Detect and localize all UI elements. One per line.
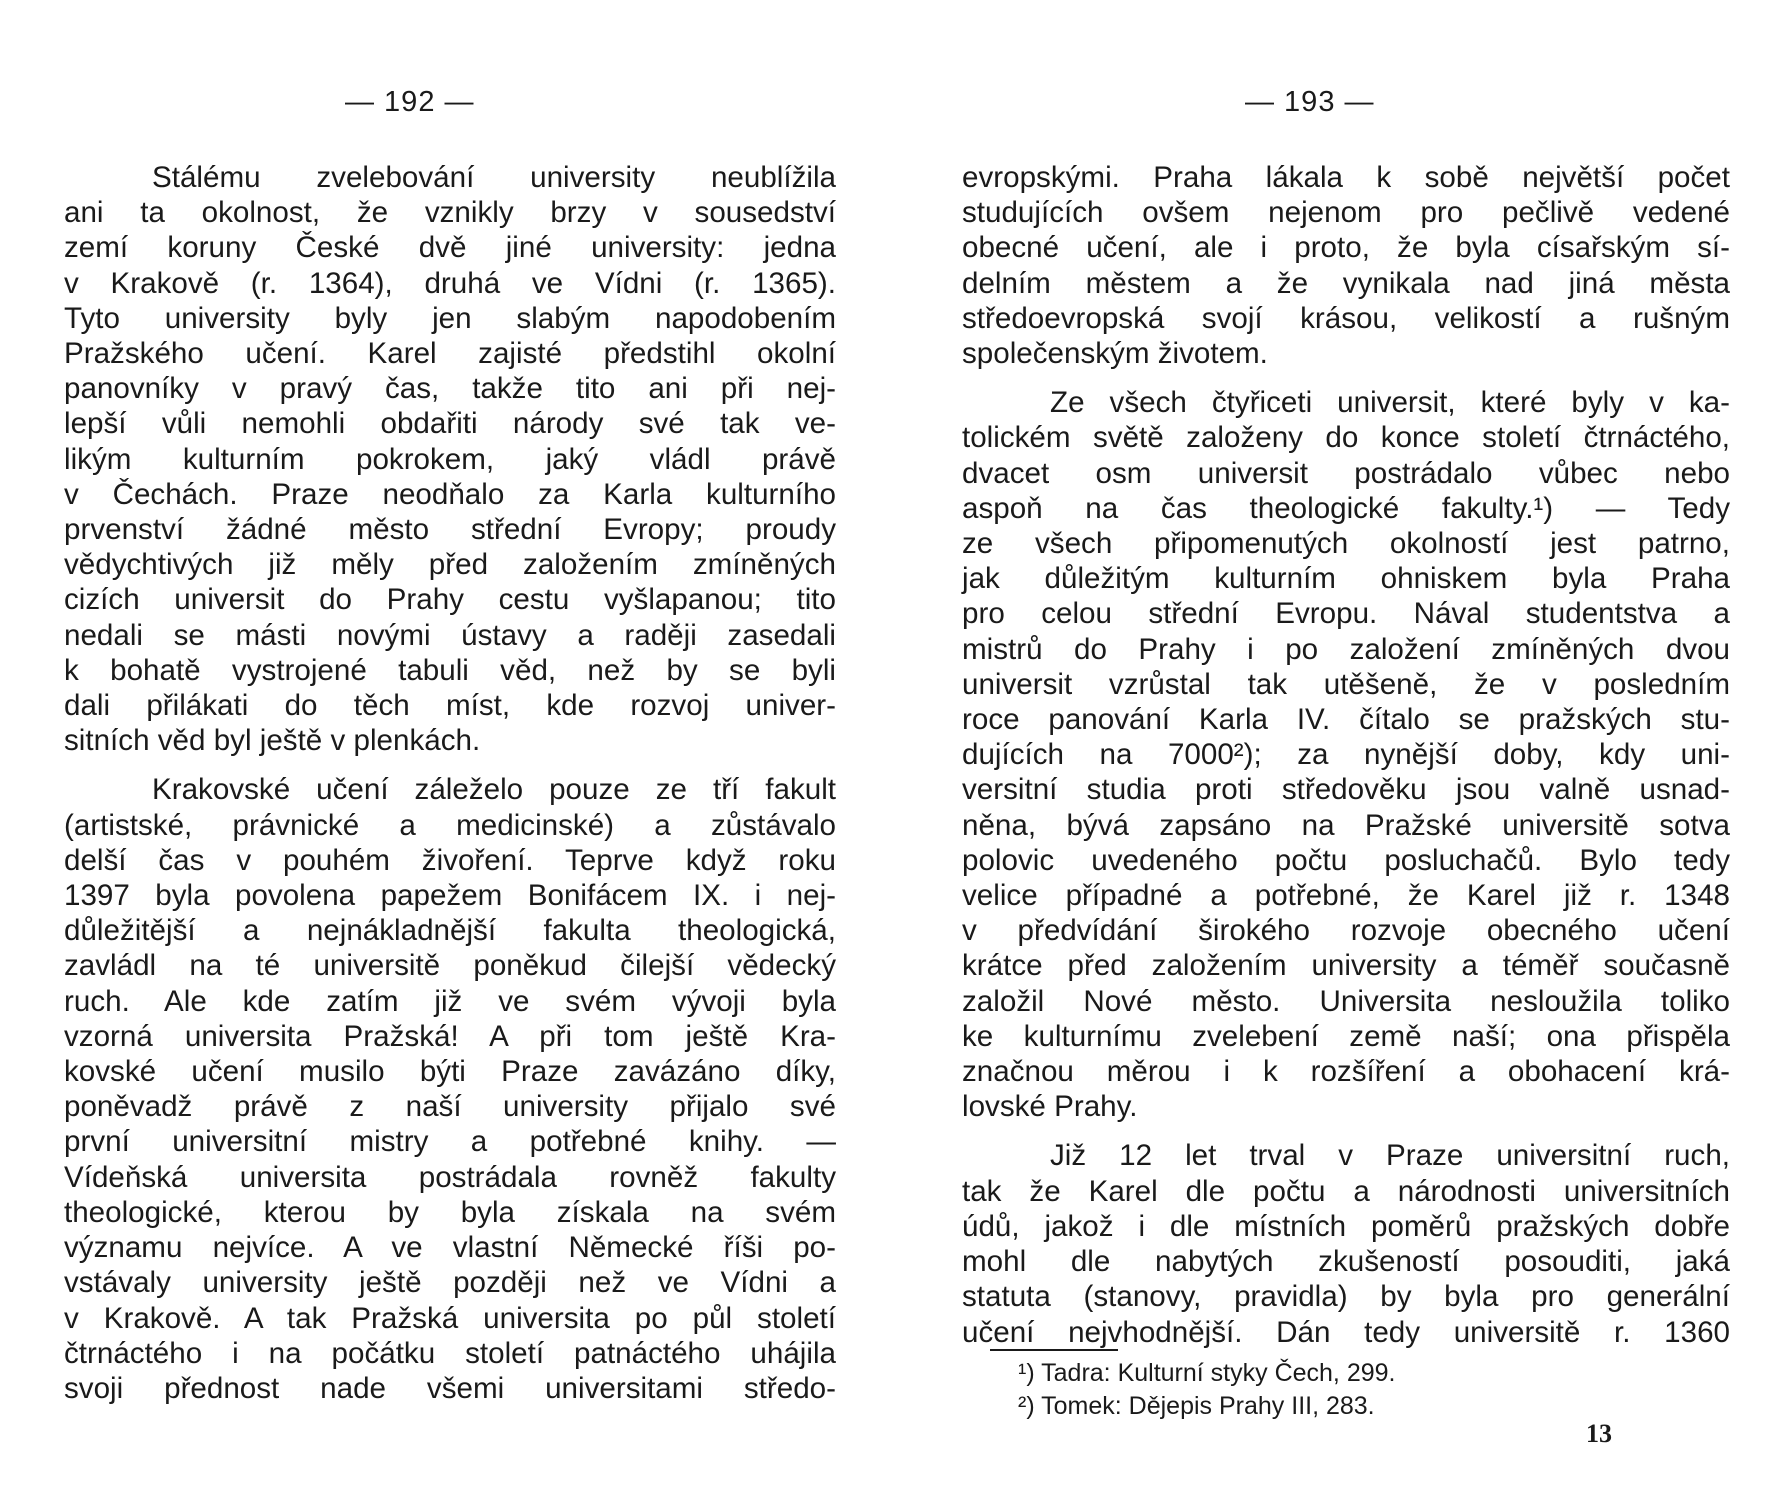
text-line: mistrů do Prahy i po založení zmíněných dvou (962, 632, 1730, 666)
text-line: statuta (stanovy, pravidla) by byla pro generální (962, 1280, 1730, 1314)
text-line: tak že Karel dle počtu a národnosti universitních (962, 1174, 1730, 1208)
text-line: Vídeňská universita postrádala rovněž fakulty (64, 1160, 836, 1194)
text-line: polovic uvedeného počtu posluchačů. Bylo tedy (962, 843, 1730, 877)
text-line: vědychtivých již měly před založením zmíněných (64, 548, 836, 582)
text-line: theologické, kterou by byla získala na svém (64, 1195, 836, 1229)
text-line: panovníky v pravý čas, takže tito ani při nej- (64, 372, 836, 406)
text-line: kovské učení musilo býti Praze zavázáno díky, (64, 1055, 836, 1089)
paragraph-gap (962, 371, 1730, 385)
text-line: obecné učení, ale i proto, že byla císařským sí- (962, 231, 1730, 265)
text-line: aspoň na čas theologické fakulty.¹) — Tedy (962, 491, 1730, 525)
text-line: Tyto university byly jen slabým napodobením (64, 301, 836, 335)
text-line: vstávaly university ještě později než ve Vídni a (64, 1266, 836, 1300)
text-line: dvacet osm universit postrádalo vůbec nebo (962, 456, 1730, 490)
text-line: 1397 byla povolena papežem Bonifácem IX. i nej- (64, 879, 836, 913)
text-line: evropskými. Praha lákala k sobě největší počet (962, 161, 1730, 194)
text-line: ani ta okolnost, že vznikly brzy v sousedství (64, 196, 836, 230)
text-line: společenským životem. (962, 337, 1268, 371)
text-line: první universitní mistry a potřebné knihy. — (64, 1125, 836, 1159)
text-line: ke kulturnímu zvelebení země naší; ona přispěla (962, 1019, 1730, 1053)
text-line: Stálému zvelebování university neublížila (152, 161, 836, 194)
text-line: krátce před založením university a téměř současně (962, 949, 1730, 983)
paragraph-gap (962, 1124, 1730, 1138)
text-line: ze všech připomenutých okolností jest patrno, (962, 527, 1730, 561)
paragraph-gap (64, 758, 836, 772)
text-line: velice případné a potřebné, že Karel již r. 1348 (962, 879, 1730, 913)
text-line: učení nejvhodnější. Dán tedy universitě r. 1360 (962, 1315, 1730, 1349)
text-line: zavládl na té universitě poněkud čilejší vědecký (64, 949, 836, 983)
text-line: důležitější a nejnákladnější fakulta theologická, (64, 914, 836, 948)
text-line: universit vzrůstal tak utěšeně, že v posledním (962, 667, 1730, 701)
right-page-text (962, 160, 1730, 1350)
page-number-right: — 193 — (1245, 86, 1375, 118)
text-line: cizích universit do Prahy cestu vyšlapanou; tito (64, 583, 836, 617)
text-line: poněvadž právě z naší university přijalo své (64, 1090, 836, 1124)
text-line: významu nejvíce. A ve vlastní Německé říši po- (64, 1231, 836, 1265)
page-number-left: — 192 — (345, 86, 475, 118)
left-page-text (64, 160, 836, 1406)
text-line: Pražského učení. Karel zajisté předstihl okolní (64, 337, 836, 371)
text-line: ruch. Ale kde zatím již ve svém vývoji byla (64, 984, 836, 1018)
text-line: středoevropská svojí krásou, velikostí a rušným (962, 301, 1730, 335)
right-page (890, 0, 1782, 1501)
text-line: versitní studia proti středověku jsou valně usnad- (962, 773, 1730, 807)
text-line: delší čas v pouhém živoření. Teprve když roku (64, 843, 836, 877)
left-page (0, 0, 890, 1501)
text-line: vzorná universita Pražská! A při tom ještě Kra- (64, 1019, 836, 1053)
text-line: k bohatě vystrojené tabuli věd, než by se byli (64, 653, 836, 687)
text-line: v Čechách. Praze neodňalo za Karla kulturního (64, 477, 836, 511)
text-line: tolickém světě založeny do konce století čtrnáctého, (962, 421, 1730, 455)
text-line: Již 12 let trval v Praze universitní ruch, (1050, 1139, 1730, 1173)
text-line: pro celou střední Evropu. Nával studentstva a (962, 597, 1730, 631)
text-line: Krakovské učení záleželo pouze ze tří fakult (152, 773, 836, 807)
text-line: lovské Prahy. (962, 1090, 1138, 1124)
text-line: likým kulturním pokrokem, jaký vládl právě (64, 442, 836, 476)
text-line: něna, bývá zapsáno na Pražské universitě sotva (962, 808, 1730, 842)
text-line: zemí koruny České dvě jiné university: jedna (64, 231, 836, 265)
text-line: jak důležitým kulturním ohniskem byla Praha (962, 562, 1730, 596)
text-line: v Krakově (r. 1364), druhá ve Vídni (r. 1365). (64, 266, 836, 300)
footnote-divider (990, 1349, 1118, 1351)
text-line: prvenství žádné město střední Evropy; proudy (64, 513, 836, 547)
text-line: v Krakově. A tak Pražská universita po půl století (64, 1301, 836, 1335)
footnote-1: ¹) Tadra: Kulturní styky Čech, 299. (1018, 1359, 1396, 1387)
text-line: založil Nové město. Universita nesloužila toliko (962, 984, 1730, 1018)
text-line: sitních věd byl ještě v plenkách. (64, 724, 481, 758)
text-line: delním městem a že vynikala nad jiná města (962, 266, 1730, 300)
text-line: v předvídání širokého rozvoje obecného učení (962, 914, 1730, 948)
text-line: lepší vůli nemohli obdařiti národy své tak ve- (64, 407, 836, 441)
text-line: údů, jakož i dle místních poměrů pražských dobře (962, 1209, 1730, 1243)
text-line: nedali se másti novými ústavy a raději zasedali (64, 618, 836, 652)
text-line: čtrnáctého i na počátku století patnáctého uhájila (64, 1336, 836, 1370)
text-line: Ze všech čtyřiceti universit, které byly v ka- (1050, 386, 1730, 420)
text-line: (artistské, právnické a medicinské) a zůstávalo (64, 808, 836, 842)
signature-mark: 13 (1586, 1419, 1612, 1448)
footnotes (1018, 1357, 1395, 1423)
text-line: dali přilákati do těch míst, kde rozvoj univer- (64, 689, 836, 723)
text-line: studujících ovšem nejenom pro pečlivě vedené (962, 196, 1730, 230)
text-line: dujících na 7000²); za nynější doby, kdy uni- (962, 738, 1730, 772)
text-line: značnou měrou i k rozšíření a obohacení krá- (962, 1055, 1730, 1089)
text-line: mohl dle nabytých zkušeností posouditi, jaká (962, 1245, 1730, 1279)
text-line: roce panování Karla IV. čítalo se pražských stu- (962, 703, 1730, 737)
text-line: svoji přednost nade všemi universitami středo- (64, 1371, 836, 1405)
footnote-2: ²) Tomek: Dějepis Prahy III, 283. (1018, 1392, 1375, 1420)
